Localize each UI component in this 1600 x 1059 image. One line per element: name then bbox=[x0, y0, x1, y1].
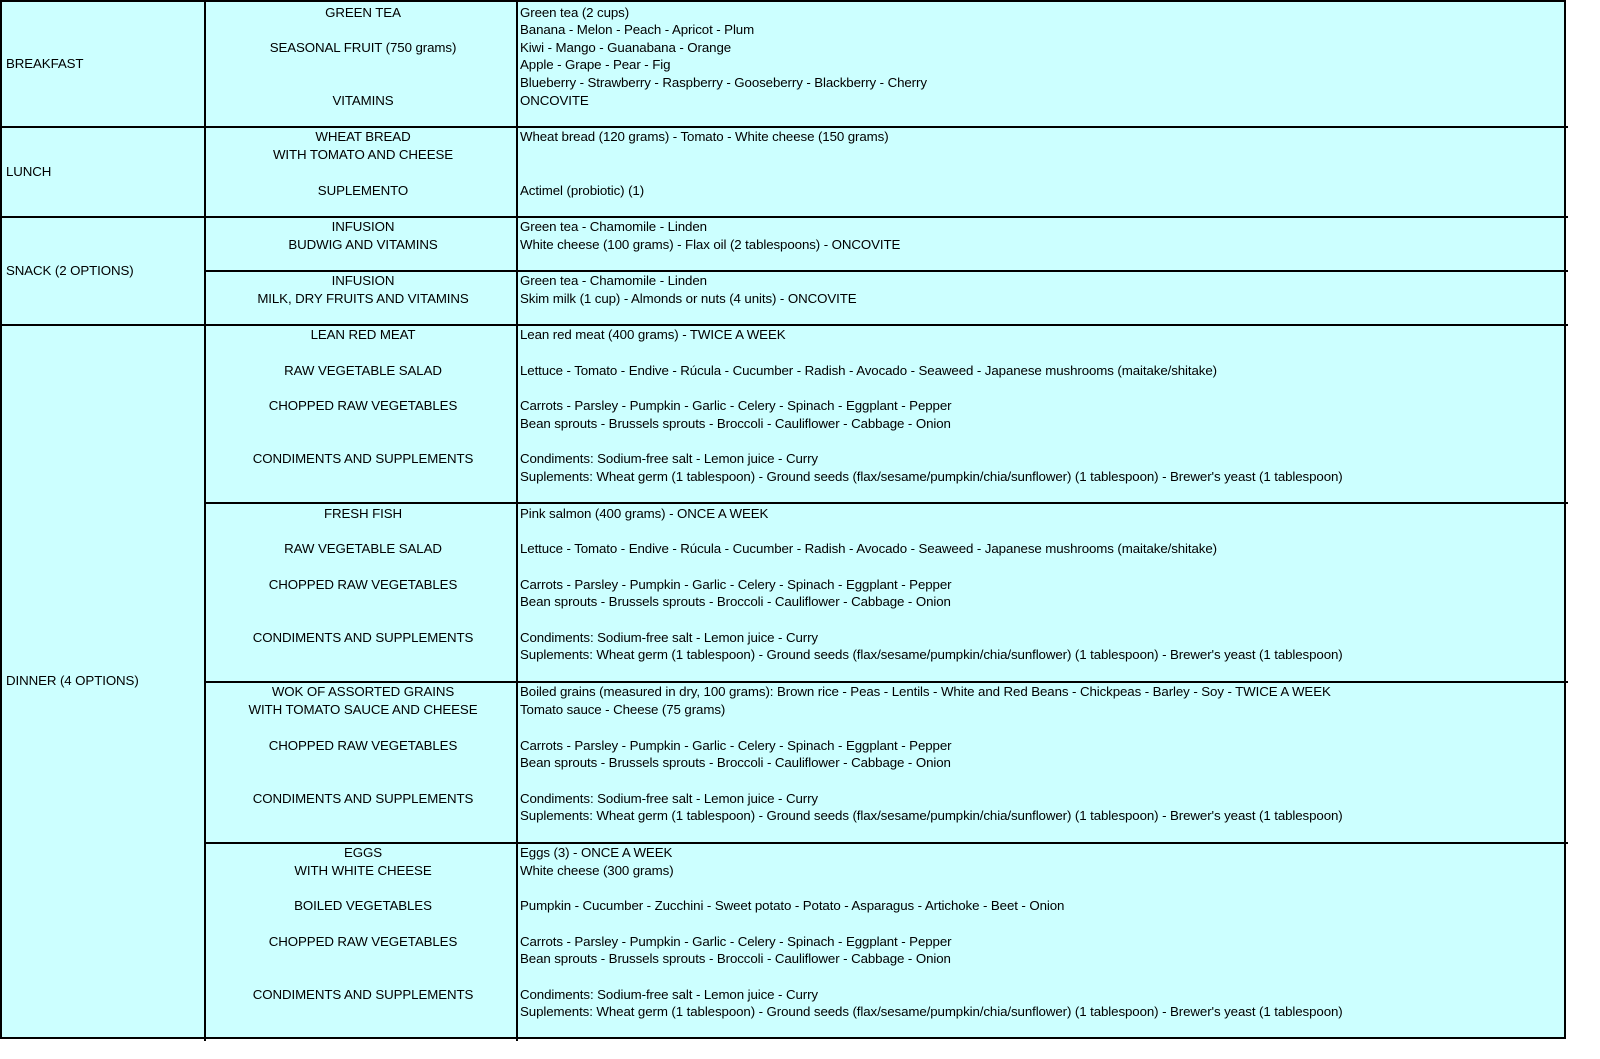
category-label: CHOPPED RAW VEGETABLES bbox=[268, 738, 458, 753]
meal-name-snack: SNACK (2 OPTIONS) bbox=[6, 263, 134, 278]
detail-line: Condiments: Sodium-free salt - Lemon juice - Curry bbox=[520, 791, 818, 806]
detail-line: Condiments: Sodium-free salt - Lemon juice - Curry bbox=[520, 630, 818, 645]
detail-line: Suplements: Wheat germ (1 tablespoon) - Ground seeds (flax/sesame/pumpkin/chia/sunflower) (1 tablespoon) - Brewer's yeast (1 tablespoon) bbox=[520, 647, 1343, 662]
meal-name-lunch: LUNCH bbox=[6, 164, 52, 179]
category-label: WOK OF ASSORTED GRAINS bbox=[271, 684, 455, 699]
category-label: SEASONAL FRUIT (750 grams) bbox=[269, 40, 457, 55]
detail-line: Blueberry - Strawberry - Raspberry - Gooseberry - Blackberry - Cherry bbox=[520, 75, 927, 90]
category-label: INFUSION bbox=[331, 273, 395, 288]
category-label: BUDWIG AND VITAMINS bbox=[288, 237, 438, 252]
category-label: RAW VEGETABLE SALAD bbox=[284, 363, 442, 378]
detail-line: Kiwi - Mango - Guanabana - Orange bbox=[520, 40, 732, 55]
category-label: CONDIMENTS AND SUPPLEMENTS bbox=[252, 630, 474, 645]
detail-line: Lean red meat (400 grams) - TWICE A WEEK bbox=[520, 327, 786, 342]
detail-line: Suplements: Wheat germ (1 tablespoon) - Ground seeds (flax/sesame/pumpkin/chia/sunflower) (1 tablespoon) - Brewer's yeast (1 tablespoon) bbox=[520, 808, 1343, 823]
row-divider-dinner-option-3 bbox=[206, 842, 1568, 844]
category-label: CONDIMENTS AND SUPPLEMENTS bbox=[252, 791, 474, 806]
meal-name-dinner: DINNER (4 OPTIONS) bbox=[6, 673, 139, 688]
detail-line: Bean sprouts - Brussels sprouts - Broccoli - Cauliflower - Cabbage - Onion bbox=[520, 755, 951, 770]
detail-line: Eggs (3) - ONCE A WEEK bbox=[520, 845, 673, 860]
detail-line: Green tea (2 cups) bbox=[520, 5, 630, 20]
category-label: INFUSION bbox=[331, 219, 395, 234]
detail-line: Suplements: Wheat germ (1 tablespoon) - Ground seeds (flax/sesame/pumpkin/chia/sunflower) (1 tablespoon) - Brewer's yeast (1 tablespoon) bbox=[520, 469, 1343, 484]
category-label: CHOPPED RAW VEGETABLES bbox=[268, 577, 458, 592]
detail-line: Actimel (probiotic) (1) bbox=[520, 183, 645, 198]
category-label: RAW VEGETABLE SALAD bbox=[284, 541, 442, 556]
row-divider-snack-option bbox=[206, 270, 1568, 272]
detail-line: Green tea - Chamomile - Linden bbox=[520, 219, 707, 234]
row-divider-dinner-option-1 bbox=[206, 502, 1568, 504]
detail-line: ONCOVITE bbox=[520, 93, 589, 108]
detail-line: Bean sprouts - Brussels sprouts - Broccoli - Cauliflower - Cabbage - Onion bbox=[520, 416, 951, 431]
detail-line: Bean sprouts - Brussels sprouts - Broccoli - Cauliflower - Cabbage - Onion bbox=[520, 594, 951, 609]
category-label: GREEN TEA bbox=[325, 5, 401, 20]
row-divider-dinner-option-2 bbox=[206, 681, 1568, 683]
category-label: CONDIMENTS AND SUPPLEMENTS bbox=[252, 451, 474, 466]
row-divider-breakfast bbox=[2, 126, 1568, 128]
detail-line: White cheese (100 grams) - Flax oil (2 tablespoons) - ONCOVITE bbox=[520, 237, 901, 252]
detail-line: Banana - Melon - Peach - Apricot - Plum bbox=[520, 22, 755, 37]
category-label: CHOPPED RAW VEGETABLES bbox=[268, 398, 458, 413]
detail-line: Green tea - Chamomile - Linden bbox=[520, 273, 707, 288]
row-divider-snack bbox=[2, 324, 1568, 326]
category-label: VITAMINS bbox=[332, 93, 394, 108]
category-label: WITH TOMATO AND CHEESE bbox=[272, 147, 454, 162]
category-label: WITH TOMATO SAUCE AND CHEESE bbox=[248, 702, 478, 717]
detail-line: Carrots - Parsley - Pumpkin - Garlic - Celery - Spinach - Eggplant - Pepper bbox=[520, 934, 952, 949]
category-label: SUPLEMENTO bbox=[317, 183, 409, 198]
detail-line: Condiments: Sodium-free salt - Lemon juice - Curry bbox=[520, 451, 818, 466]
detail-line: Wheat bread (120 grams) - Tomato - White cheese (150 grams) bbox=[520, 129, 889, 144]
detail-line: Boiled grains (measured in dry, 100 grams): Brown rice - Peas - Lentils - White and Red Beans - Chickpeas - Barley - Soy - TWICE A WEEK bbox=[520, 684, 1331, 699]
category-label: FRESH FISH bbox=[323, 506, 403, 521]
category-label: CHOPPED RAW VEGETABLES bbox=[268, 934, 458, 949]
detail-line: Apple - Grape - Pear - Fig bbox=[520, 57, 671, 72]
column-divider-meal bbox=[204, 2, 206, 1041]
detail-line: Lettuce - Tomato - Endive - Rúcula - Cucumber - Radish - Avocado - Seaweed - Japanese mushrooms (maitake/shitake) bbox=[520, 363, 1217, 378]
detail-line: Carrots - Parsley - Pumpkin - Garlic - Celery - Spinach - Eggplant - Pepper bbox=[520, 577, 952, 592]
detail-line: Carrots - Parsley - Pumpkin - Garlic - Celery - Spinach - Eggplant - Pepper bbox=[520, 398, 952, 413]
meal-name-breakfast: BREAKFAST bbox=[6, 56, 84, 71]
detail-line: Skim milk (1 cup) - Almonds or nuts (4 units) - ONCOVITE bbox=[520, 291, 857, 306]
category-label: MILK, DRY FRUITS AND VITAMINS bbox=[257, 291, 469, 306]
category-label: LEAN RED MEAT bbox=[310, 327, 416, 342]
row-divider-lunch bbox=[2, 216, 1568, 218]
category-label: WHEAT BREAD bbox=[315, 129, 411, 144]
detail-line: Lettuce - Tomato - Endive - Rúcula - Cucumber - Radish - Avocado - Seaweed - Japanese mushrooms (maitake/shitake) bbox=[520, 541, 1217, 556]
detail-line: White cheese (300 grams) bbox=[520, 863, 674, 878]
detail-line: Carrots - Parsley - Pumpkin - Garlic - Celery - Spinach - Eggplant - Pepper bbox=[520, 738, 952, 753]
detail-line: Pink salmon (400 grams) - ONCE A WEEK bbox=[520, 506, 769, 521]
category-label: CONDIMENTS AND SUPPLEMENTS bbox=[252, 987, 474, 1002]
category-label: EGGS bbox=[343, 845, 383, 860]
detail-line: Tomato sauce - Cheese (75 grams) bbox=[520, 702, 726, 717]
category-label: WITH WHITE CHEESE bbox=[294, 863, 432, 878]
detail-line: Condiments: Sodium-free salt - Lemon juice - Curry bbox=[520, 987, 818, 1002]
detail-line: Bean sprouts - Brussels sprouts - Broccoli - Cauliflower - Cabbage - Onion bbox=[520, 951, 951, 966]
category-label: BOILED VEGETABLES bbox=[294, 898, 432, 913]
detail-line: Suplements: Wheat germ (1 tablespoon) - Ground seeds (flax/sesame/pumpkin/chia/sunflower) (1 tablespoon) - Brewer's yeast (1 tablespoon) bbox=[520, 1004, 1343, 1019]
detail-line: Pumpkin - Cucumber - Zucchini - Sweet potato - Potato - Asparagus - Artichoke - Beet - Onion bbox=[520, 898, 1065, 913]
